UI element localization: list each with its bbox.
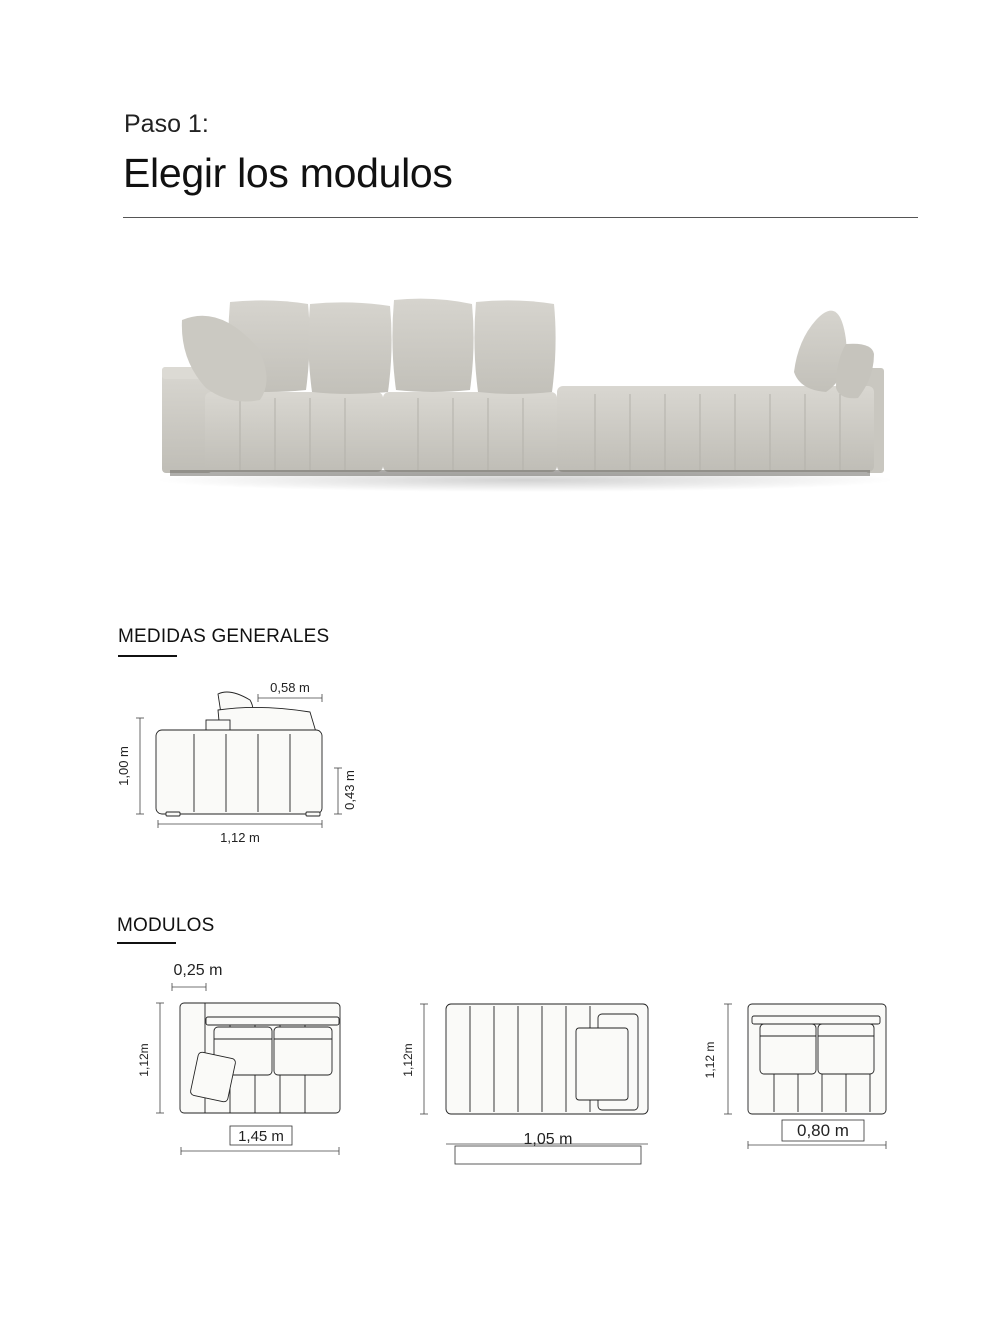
section-title-modules: MODULOS <box>117 915 215 936</box>
seat-module-1 <box>205 392 383 472</box>
dim-height: 1,00 m <box>116 746 131 786</box>
sofa-photo <box>150 290 890 520</box>
module-2-drawing <box>390 990 660 1170</box>
back-pillow-2 <box>308 302 391 394</box>
section-rule-modules <box>117 942 176 944</box>
dim-module-3-width: 0,80 m <box>797 1121 849 1140</box>
dim-module-2-width: 1,05 m <box>523 1131 573 1148</box>
dim-module-1-width: 1,45 m <box>238 1128 284 1145</box>
module-1-drawing <box>130 955 360 1165</box>
back-pillow-3 <box>392 299 473 392</box>
dim-seat-height: 0,43 m <box>342 770 357 810</box>
dim-module-1-arm: 0,25 m <box>173 962 223 979</box>
side-view-drawing <box>110 670 380 860</box>
chaise-module <box>557 386 874 472</box>
step-label: Paso 1: <box>124 110 209 138</box>
seat-module-2 <box>383 392 557 472</box>
module-3-drawing <box>700 990 900 1160</box>
title-divider <box>123 217 918 218</box>
dim-depth: 1,12 m <box>220 830 260 845</box>
back-pillow-4 <box>474 300 555 394</box>
section-title-general: MEDIDAS GENERALES <box>118 626 330 647</box>
dim-module-1-depth: 1,12m <box>137 1043 151 1077</box>
dim-module-2-depth: 1,12m <box>401 1043 415 1077</box>
page-title: Elegir los modulos <box>123 150 453 196</box>
dim-module-3-depth: 1,12 m <box>703 1041 717 1079</box>
section-rule-general <box>118 655 177 657</box>
dim-module-2-width-box <box>455 1146 641 1164</box>
dim-cushion-depth: 0,58 m <box>270 680 310 695</box>
